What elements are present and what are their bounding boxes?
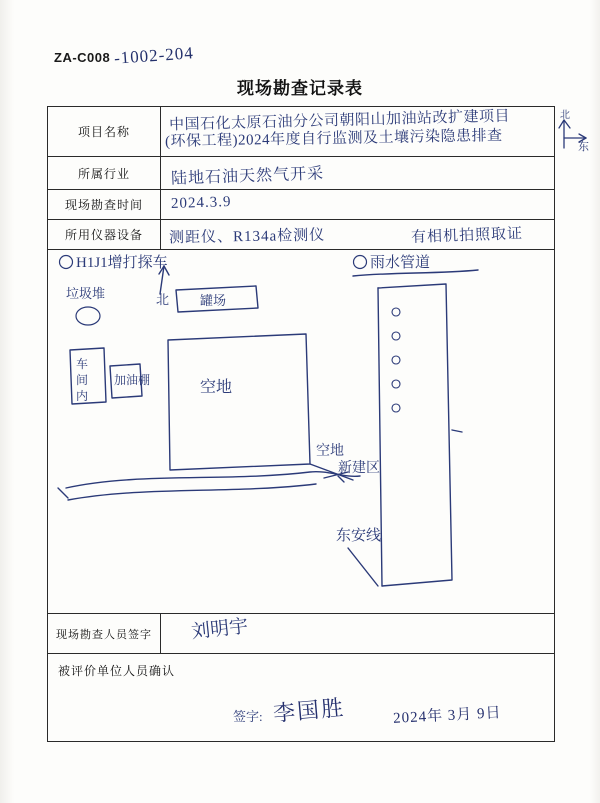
row-value-survey-time <box>161 190 554 219</box>
handwriting-project-name-line1: 中国石化太原石油分公司朝阳山加油站改扩建项目 <box>168 108 511 134</box>
compass-icon <box>546 108 592 158</box>
row-label-industry: 所属行业 <box>48 157 161 189</box>
handwriting-equipment: 测距仪、R134a检测仪 <box>168 227 326 247</box>
row-label-equipment: 所用仪器设备 <box>48 220 161 249</box>
handwriting-equipment-right: 有相机拍照取证 <box>410 226 524 246</box>
confirmation-sig-label: 签字: <box>233 709 263 724</box>
page-title: 现场勘查记录表 <box>237 79 363 98</box>
confirm-date-day: 9 <box>476 706 486 723</box>
sketch-note-north: 北 <box>156 292 170 307</box>
compass-north-label: 北 <box>560 110 570 121</box>
table-row-surveyor-signature <box>48 614 554 654</box>
confirm-date-month-unit: 月 <box>455 706 473 724</box>
scan-edge-left <box>0 0 14 803</box>
sketch-note-left: H1J1增打探车 <box>76 255 168 271</box>
form-code: ZA-C008 <box>54 50 111 65</box>
sketch-note-right: 雨水管道 <box>370 255 431 271</box>
row-value-project-name <box>161 107 554 156</box>
handwriting-surveyor-signature: 刘明宇 <box>190 616 250 643</box>
sketch-drawing <box>48 250 554 613</box>
row-value-equipment <box>161 220 554 249</box>
table-row-confirmation <box>48 654 554 742</box>
table-row-sketch <box>48 250 554 614</box>
sketch-label-tankyard: 罐场 <box>200 293 227 308</box>
confirm-date-year-unit: 年 <box>426 708 444 726</box>
inspection-record-table <box>47 106 555 742</box>
sketch-label-newarea: 新建区 <box>338 461 380 476</box>
table-row-project-name <box>48 107 554 157</box>
sketch-label-dongan-line: 东安线 <box>336 528 382 544</box>
handwriting-project-name-line2: (环保工程)2024年度自行监测及土壤污染隐患排查 <box>164 128 503 150</box>
compass-east-label: 东 <box>578 141 589 153</box>
sketch-label-workshop: 车 <box>76 357 89 371</box>
confirmation-date <box>393 701 502 728</box>
handwriting-industry: 陆地石油天然气开采 <box>170 165 325 188</box>
handwriting-confirmation-signature: 李国胜 <box>272 694 347 727</box>
table-row-industry <box>48 157 554 190</box>
sketch-label-canopy: 加油棚 <box>114 373 151 387</box>
row-value-industry <box>161 157 554 189</box>
table-row-survey-time <box>48 190 554 220</box>
confirm-date-year: 2024 <box>392 709 428 727</box>
sketch-label-workshop2: 间 <box>76 373 89 387</box>
handwriting-survey-time: 2024.3.9 <box>170 193 232 213</box>
row-label-survey-time: 现场勘查时间 <box>48 190 161 219</box>
confirm-date-month: 3 <box>447 707 457 724</box>
sketch-label-openland-2: 空地 <box>316 444 344 459</box>
row-value-surveyor-signature <box>161 614 554 653</box>
confirm-date-day-unit: 日 <box>485 705 502 722</box>
row-label-confirmation: 被评价单位人员确认 <box>58 664 176 678</box>
sketch-area <box>48 250 554 613</box>
table-row-equipment <box>48 220 554 250</box>
form-code-handwritten: -1002-204 <box>113 43 195 68</box>
sketch-label-openland-1: 空地 <box>200 379 233 396</box>
row-label-project-name: 项目名称 <box>48 107 161 156</box>
sketch-label-workshop3: 内 <box>76 389 89 403</box>
row-label-surveyor-signature: 现场勘查人员签字 <box>48 614 161 653</box>
sketch-label-trash: 垃圾堆 <box>66 286 106 301</box>
